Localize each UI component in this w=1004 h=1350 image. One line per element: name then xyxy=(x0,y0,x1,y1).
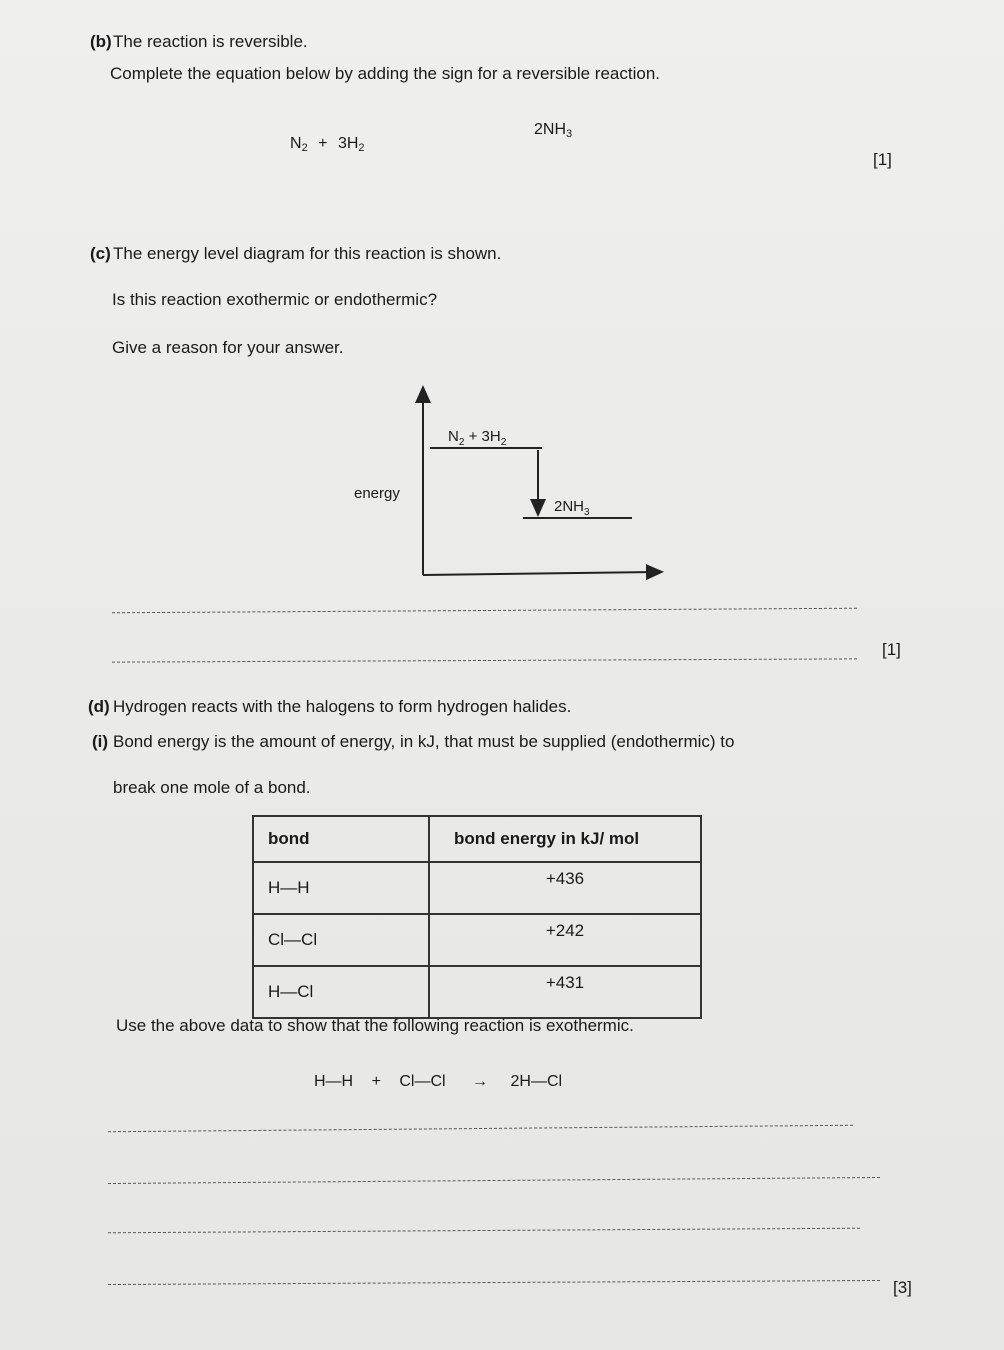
part-c-question: Is this reaction exothermic or endothermic? xyxy=(112,290,438,309)
equation-cl-cl: Cl—Cl xyxy=(399,1073,446,1090)
equation-h-h: H—H xyxy=(314,1073,354,1090)
part-d-intro: Hydrogen reacts with the halogens to form hydrogen halides. xyxy=(113,697,572,716)
equation-arrow: → xyxy=(472,1073,489,1090)
equation-plus: + xyxy=(371,1073,381,1090)
table-row xyxy=(253,966,701,1018)
part-d-answer-line-4[interactable] xyxy=(108,1280,880,1285)
part-c-label: (c) xyxy=(90,244,111,263)
bond-energy-value: +436 xyxy=(429,862,701,914)
energy-level-diagram xyxy=(330,385,670,590)
bond-name: H—Cl xyxy=(253,966,429,1018)
part-c-intro: The energy level diagram for this reaction is shown. xyxy=(113,244,502,263)
part-d-answer-line-2[interactable] xyxy=(108,1177,880,1184)
table-header-bond: bond xyxy=(253,816,429,862)
table-header-row xyxy=(253,816,701,862)
reactant-h2: $3H_2$ xyxy=(337,135,365,154)
part-d-task: Use the above data to show that the following reaction is exothermic. xyxy=(116,1016,634,1035)
reactant-level-label: $N_2 + 3H_2$ xyxy=(448,428,507,448)
part-c-prompt: Give a reason for your answer. xyxy=(112,338,344,357)
part-c-answer-line-1[interactable] xyxy=(112,608,857,614)
bond-energy-value: +431 xyxy=(429,966,701,1018)
part-b-marks: [1] xyxy=(873,150,892,169)
table-header-energy: bond energy in kJ/ mol xyxy=(429,816,701,862)
table-row xyxy=(253,862,701,914)
halogen-equation xyxy=(314,1072,562,1092)
bond-energy-value: +242 xyxy=(429,914,701,966)
part-d-answer-line-1[interactable] xyxy=(108,1125,853,1133)
part-c-marks: [1] xyxy=(882,640,901,659)
part-c-answer-line-2[interactable] xyxy=(112,658,857,662)
plus-sign: + xyxy=(318,135,328,152)
part-b-statement: The reaction is reversible. xyxy=(113,32,308,51)
product-level-label: $2NH_3$ xyxy=(554,498,590,518)
part-d-marks: [3] xyxy=(893,1278,912,1297)
energy-axis-label: energy xyxy=(354,485,400,502)
part-d-i-label: (i) xyxy=(92,732,109,751)
part-b-label: (b) xyxy=(90,32,112,51)
bond-name: H—H xyxy=(253,862,429,914)
part-d-label: (d) xyxy=(88,697,110,716)
reactant-n2: $N_2$ xyxy=(290,135,308,154)
bond-energy-table xyxy=(252,815,702,1019)
bond-energy-definition-1: Bond energy is the amount of energy, in kJ, that must be supplied (endothermic) to xyxy=(113,732,735,751)
progress-axis xyxy=(423,572,656,575)
part-d-answer-line-3[interactable] xyxy=(108,1228,860,1234)
equation-reactants xyxy=(290,134,365,158)
table-row xyxy=(253,914,701,966)
part-b-instruction: Complete the equation below by adding the sign for a reversible reaction. xyxy=(110,64,661,83)
bond-energy-definition-2: break one mole of a bond. xyxy=(113,778,311,797)
bond-name: Cl—Cl xyxy=(253,914,429,966)
equation-h-cl: 2H—Cl xyxy=(510,1073,563,1090)
equation-product: $2NH_3$ xyxy=(534,121,573,140)
